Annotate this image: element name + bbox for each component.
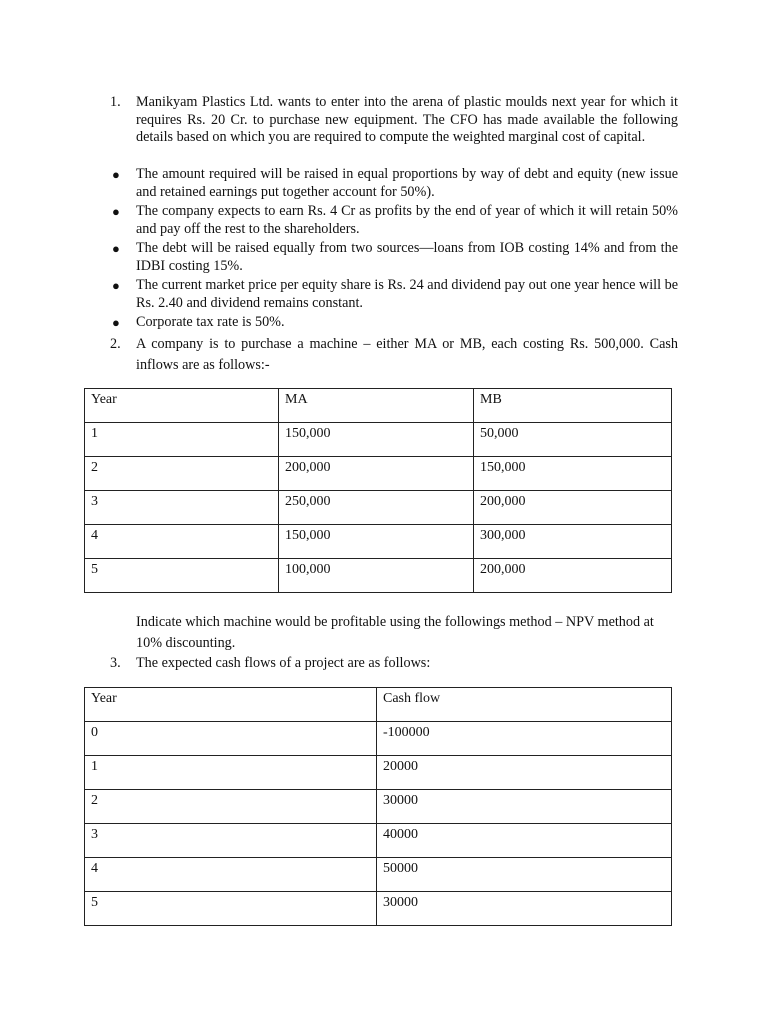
table-cell: 30000 bbox=[377, 790, 672, 824]
table-cell: 0 bbox=[85, 722, 377, 756]
question-3-number: 3. bbox=[110, 655, 121, 671]
bullet-text: The company expects to earn Rs. 4 Cr as profits by the end of year of which it will retain 50% and pay off the rest to the shareholders. bbox=[136, 203, 678, 237]
table-row bbox=[85, 457, 672, 491]
question-1-text: Manikyam Plastics Ltd. wants to enter into the arena of plastic moulds next year for which it requires Rs. 20 Cr. to purchase new equipment. The CFO has made available the following details based on which you are required to compute the weighted marginal cost of capital. bbox=[136, 94, 678, 145]
table-cell: 200,000 bbox=[279, 457, 474, 491]
table-cell: 4 bbox=[85, 525, 279, 559]
bullet-text: The debt will be raised equally from two sources—loans from IOB costing 14% and from the IDBI costing 15%. bbox=[136, 240, 678, 274]
table-cell: 40000 bbox=[377, 824, 672, 858]
machine-cash-inflow-table bbox=[84, 388, 672, 593]
table-row bbox=[85, 423, 672, 457]
bullet-icon: ● bbox=[112, 241, 120, 256]
question-2-instruction: Indicate which machine would be profitable using the followings method – NPV method at 10% discounting. bbox=[136, 614, 654, 651]
table-cell: 3 bbox=[85, 491, 279, 525]
header-cell: MB bbox=[474, 389, 672, 423]
question-3-text: The expected cash flows of a project are as follows: bbox=[136, 655, 431, 671]
table-cell: 150,000 bbox=[474, 457, 672, 491]
table-cell: 3 bbox=[85, 824, 377, 858]
table-cell: 100,000 bbox=[279, 559, 474, 593]
question-3 bbox=[110, 655, 678, 673]
table-header-row bbox=[85, 688, 672, 722]
question-1-number: 1. bbox=[110, 94, 121, 110]
header-cell: Cash flow bbox=[377, 688, 672, 722]
table-cell: 50000 bbox=[377, 858, 672, 892]
table-cell: 1 bbox=[85, 423, 279, 457]
question-2 bbox=[110, 334, 678, 376]
table-cell: 30000 bbox=[377, 892, 672, 926]
question-1-bullet-4 bbox=[112, 277, 678, 312]
bullet-icon: ● bbox=[112, 167, 120, 182]
table-row bbox=[85, 790, 672, 824]
question-1-bullet-2 bbox=[112, 203, 678, 238]
table-row bbox=[85, 491, 672, 525]
table-cell: 300,000 bbox=[474, 525, 672, 559]
question-2-text: A company is to purchase a machine – either MA or MB, each costing Rs. 500,000. Cash inflows are as follows:- bbox=[136, 336, 678, 373]
table-cell: 150,000 bbox=[279, 525, 474, 559]
table-cell: 250,000 bbox=[279, 491, 474, 525]
bullet-text: The amount required will be raised in equal proportions by way of debt and equity (new issue and retained earnings put together account for 50%). bbox=[136, 166, 678, 200]
table-row bbox=[85, 824, 672, 858]
header-cell: Year bbox=[85, 688, 377, 722]
table-cell: 4 bbox=[85, 858, 377, 892]
question-2-number: 2. bbox=[110, 336, 121, 352]
bullet-text: Corporate tax rate is 50%. bbox=[136, 314, 285, 330]
table-cell: 20000 bbox=[377, 756, 672, 790]
table-row bbox=[85, 559, 672, 593]
table-cell: 50,000 bbox=[474, 423, 672, 457]
bullet-icon: ● bbox=[112, 278, 120, 293]
table-row bbox=[85, 858, 672, 892]
table-cell: 150,000 bbox=[279, 423, 474, 457]
table-cell: 200,000 bbox=[474, 559, 672, 593]
table-cell: 2 bbox=[85, 457, 279, 491]
table-cell: 2 bbox=[85, 790, 377, 824]
bullet-icon: ● bbox=[112, 204, 120, 219]
header-cell: Year bbox=[85, 389, 279, 423]
bullet-icon: ● bbox=[112, 315, 120, 330]
table-header-row bbox=[85, 389, 672, 423]
table-row bbox=[85, 892, 672, 926]
table-row bbox=[85, 756, 672, 790]
table-row bbox=[85, 722, 672, 756]
header-cell: MA bbox=[279, 389, 474, 423]
table-row bbox=[85, 525, 672, 559]
question-1-bullet-5 bbox=[112, 314, 678, 332]
project-cash-flow-table bbox=[84, 687, 672, 926]
table-cell: 5 bbox=[85, 892, 377, 926]
table-cell: -100000 bbox=[377, 722, 672, 756]
table-cell: 200,000 bbox=[474, 491, 672, 525]
question-1-bullet-1 bbox=[112, 166, 678, 201]
question-1 bbox=[110, 94, 678, 147]
table-cell: 1 bbox=[85, 756, 377, 790]
bullet-text: The current market price per equity share is Rs. 24 and dividend pay out one year hence will be Rs. 2.40 and dividend remains constant. bbox=[136, 277, 678, 311]
question-1-bullet-3 bbox=[112, 240, 678, 275]
table-cell: 5 bbox=[85, 559, 279, 593]
